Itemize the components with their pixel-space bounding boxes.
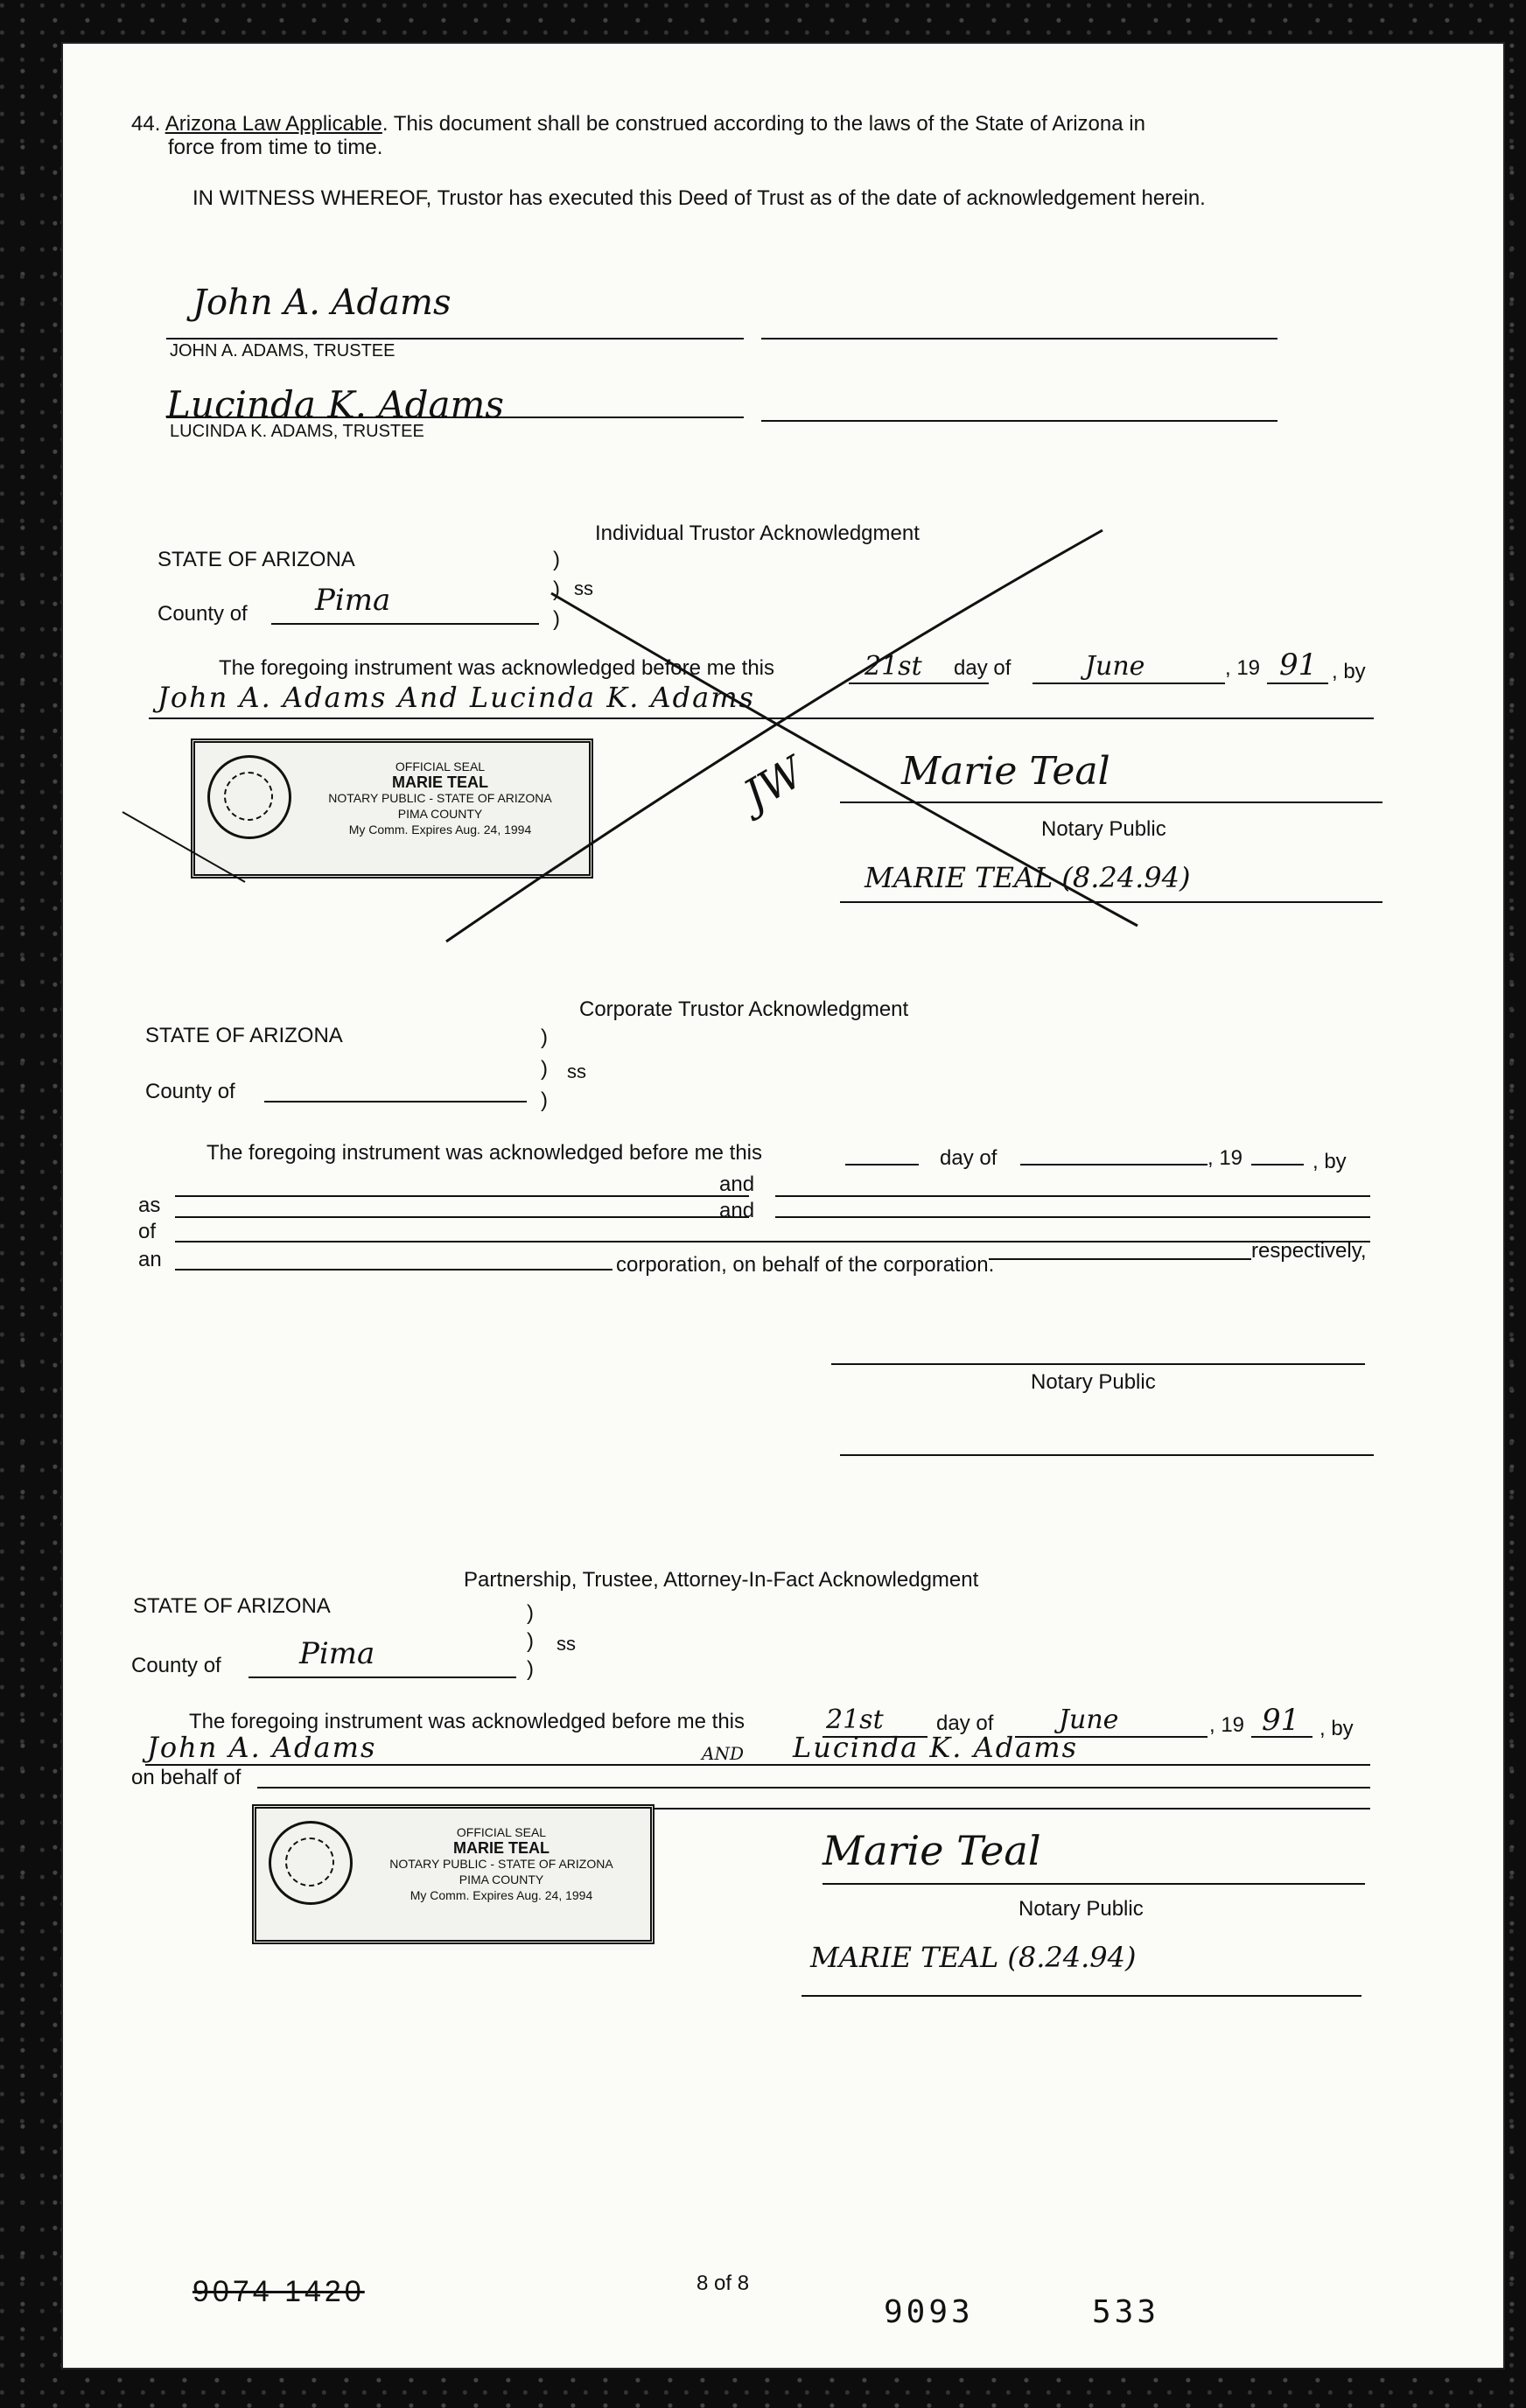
corporate-state: STATE OF ARIZONA bbox=[145, 1024, 343, 1047]
individual-day-label: day of bbox=[954, 656, 1012, 680]
corporate-by: , by bbox=[1312, 1150, 1347, 1173]
corporate-heading: Corporate Trustor Acknowledgment bbox=[579, 998, 909, 1021]
corporate-and-2: and bbox=[719, 1199, 755, 1222]
corporate-corp-text: corporation, on behalf of the corporation. bbox=[616, 1253, 995, 1277]
corporate-and-1: and bbox=[719, 1172, 755, 1196]
partnership-printed-line bbox=[802, 1995, 1362, 1997]
corporate-day-line bbox=[845, 1164, 919, 1166]
corporate-respectively: respectively, bbox=[1251, 1239, 1367, 1263]
corporate-printed-line bbox=[840, 1454, 1374, 1456]
individual-day-line bbox=[849, 682, 989, 684]
corporate-line-d2 bbox=[989, 1258, 1251, 1260]
corporate-as: as bbox=[138, 1194, 161, 1217]
individual-month-line bbox=[1032, 682, 1225, 684]
corporate-ack-text: The foregoing instrument was acknowledged before me this bbox=[206, 1141, 763, 1165]
signature-line-4 bbox=[761, 420, 1278, 422]
corporate-of: of bbox=[138, 1220, 157, 1243]
corporate-ss: ss bbox=[567, 1060, 586, 1082]
corporate-line-c bbox=[175, 1241, 1370, 1242]
individual-names-line bbox=[149, 718, 1374, 719]
signer2-signature: Lucinda K. Adams bbox=[166, 383, 504, 426]
section-44 bbox=[131, 112, 1145, 136]
individual-county-value: Pima bbox=[315, 583, 391, 618]
corporate-line-d1 bbox=[175, 1269, 612, 1270]
partnership-behalf-line bbox=[257, 1787, 1370, 1788]
individual-names: John A. Adams And Lucinda K. Adams bbox=[158, 681, 755, 714]
partnership-names-line bbox=[145, 1764, 1370, 1766]
page-indicator: 8 of 8 bbox=[696, 2272, 750, 2295]
document-page: 44. Arizona Law Applicable. This document shall be construed according to the laws of the State of Arizona in force from time to time. IN WITNESS WHEREOF, Trustor has executed this Deed of Trust as of the date of acknowledgement herein. John A. Adams JOHN A. ADAMS, TRUSTEE Lucinda K. Adams LUCINDA K. ADAMS, TRUSTEE Individual Trustor Acknowledgment STATE OF ARIZONA ) ss ) ) County of Pima The foregoing instrument was acknowledged before me this 21st day of June , 19 91 , by John A. Adams And Lucinda K. Adams OFFICIAL SEAL MARIE TEAL NOTARY PUBLIC - STATE OF ARIZONA PIMA COUNTY My Comm. Expires Aug. 24, 1994 JW Marie Teal Notary Public MARIE TEAL (8.24.94) Corporate Trustor Acknowledgment STATE OF ARIZONA ) ) ) ss County of The foregoing instrument was acknowledged before me this day of , 19 , by and as and of an corporation, on behalf of the corporation. respectively, Notary Public Partnership, Trustee, Attorney-In-Fact Acknowledgment STATE OF ARIZONA ) ) ) ss County of Pima The foregoing instrument was acknowledged before me this 21st day of June , 19 91 , by John A. Adams AND Lucinda K. Adams on behalf of OFFICIAL SEAL MARIE TEAL NOTARY PUBLIC - STATE OF ARIZONA PIMA COUNTY My Comm. Expires Aug. 24, 1994 Marie Teal Notary Public MARIE TEAL (8.24.94) 9074 1420 8 of 8 9093 533 bbox=[61, 42, 1505, 2370]
individual-notary-signature: Marie Teal bbox=[901, 749, 1110, 794]
partnership-year-prefix: , 19 bbox=[1209, 1713, 1245, 1737]
notary-seal-2: OFFICIAL SEAL MARIE TEAL NOTARY PUBLIC - STATE OF ARIZONA PIMA COUNTY My Comm. Expires Aug. 24, 1994 bbox=[252, 1804, 654, 1944]
partnership-ack-text: The foregoing instrument was acknowledged before me this bbox=[189, 1710, 746, 1733]
corporate-year-prefix: , 19 bbox=[1208, 1146, 1243, 1170]
partnership-county-line bbox=[248, 1676, 516, 1678]
signer2-label: LUCINDA K. ADAMS, TRUSTEE bbox=[170, 422, 424, 441]
signature-line-2 bbox=[761, 338, 1278, 340]
corporate-month-line bbox=[1020, 1164, 1208, 1166]
individual-heading: Individual Trustor Acknowledgment bbox=[595, 522, 920, 545]
corporate-an: an bbox=[138, 1248, 162, 1271]
partnership-year-line bbox=[1251, 1736, 1312, 1738]
seal-emblem-icon bbox=[207, 755, 291, 839]
corporate-line-a1 bbox=[175, 1195, 749, 1197]
corporate-county-line bbox=[264, 1101, 527, 1102]
individual-year-prefix: , 19 bbox=[1225, 656, 1261, 680]
docket-page-number: 533 bbox=[1092, 2294, 1160, 2330]
partnership-county-value: Pima bbox=[299, 1636, 375, 1671]
individual-state: STATE OF ARIZONA bbox=[158, 548, 355, 571]
individual-notary-printed: MARIE TEAL (8.24.94) bbox=[864, 861, 1191, 894]
individual-printed-line bbox=[840, 901, 1382, 903]
corporate-day-label: day of bbox=[940, 1146, 998, 1170]
signature-line-1 bbox=[166, 338, 744, 340]
section-heading: Arizona Law Applicable bbox=[164, 112, 382, 136]
section-text-2: force from time to time. bbox=[168, 136, 383, 159]
individual-ss: ss bbox=[574, 578, 593, 599]
partnership-and: AND bbox=[702, 1743, 744, 1764]
section-number: 44. bbox=[131, 112, 161, 136]
witness-clause: IN WITNESS WHEREOF, Trustor has executed this Deed of Trust as of the date of acknowledgement herein. bbox=[192, 186, 1206, 210]
signer1-label: JOHN A. ADAMS, TRUSTEE bbox=[170, 341, 396, 360]
individual-initials: JW bbox=[735, 747, 812, 821]
corporate-notary-line bbox=[831, 1363, 1365, 1365]
partnership-ss: ss bbox=[556, 1633, 576, 1655]
partnership-heading: Partnership, Trustee, Attorney-In-Fact Acknowledgment bbox=[464, 1568, 979, 1592]
seal-emblem-icon bbox=[269, 1821, 353, 1905]
corporate-year-line bbox=[1251, 1164, 1304, 1166]
old-recording-number: 9074 1420 bbox=[192, 2275, 365, 2308]
partnership-day-value: 21st bbox=[826, 1704, 884, 1735]
partnership-notary-line bbox=[822, 1883, 1365, 1885]
signature-line-3 bbox=[166, 416, 744, 418]
individual-ack-text: The foregoing instrument was acknowledged before me this bbox=[219, 656, 775, 680]
individual-day-value: 21st bbox=[864, 651, 922, 682]
signer1-signature: John A. Adams bbox=[192, 283, 452, 323]
individual-year-value: 91 bbox=[1279, 648, 1318, 682]
partnership-notary-printed: MARIE TEAL (8.24.94) bbox=[810, 1941, 1137, 1974]
notary-seal-1: OFFICIAL SEAL MARIE TEAL NOTARY PUBLIC - STATE OF ARIZONA PIMA COUNTY My Comm. Expires Aug. 24, 1994 bbox=[191, 738, 593, 878]
partnership-notary-label: Notary Public bbox=[1018, 1897, 1144, 1921]
partnership-county-label: County of bbox=[131, 1654, 221, 1677]
partnership-notary-signature: Marie Teal bbox=[822, 1827, 1041, 1874]
partnership-by: , by bbox=[1320, 1717, 1354, 1740]
corporate-line-b2 bbox=[775, 1216, 1370, 1218]
individual-by: , by bbox=[1332, 660, 1366, 683]
corporate-line-b1 bbox=[175, 1216, 749, 1218]
docket-number: 9093 bbox=[884, 2294, 974, 2330]
section-text-1: . This document shall be construed according to the laws of the State of Arizona in bbox=[382, 112, 1145, 136]
individual-county-label: County of bbox=[158, 602, 248, 626]
corporate-line-a2 bbox=[775, 1195, 1370, 1197]
partnership-year-value: 91 bbox=[1262, 1703, 1300, 1738]
partnership-state: STATE OF ARIZONA bbox=[133, 1594, 331, 1618]
individual-notary-label: Notary Public bbox=[1041, 817, 1166, 841]
individual-county-line bbox=[271, 623, 539, 625]
individual-notary-line bbox=[840, 802, 1382, 803]
corporate-county-label: County of bbox=[145, 1080, 235, 1103]
individual-year-line bbox=[1267, 682, 1328, 684]
corporate-notary-label: Notary Public bbox=[1031, 1370, 1156, 1394]
partnership-on-behalf: on behalf of bbox=[131, 1766, 242, 1789]
partnership-name-1: John A. Adams bbox=[147, 1731, 377, 1764]
partnership-day-label: day of bbox=[936, 1712, 994, 1735]
partnership-name-2: Lucinda K. Adams bbox=[793, 1731, 1079, 1764]
individual-month-value: June bbox=[1085, 651, 1145, 682]
partnership-month-value: June bbox=[1059, 1704, 1119, 1735]
